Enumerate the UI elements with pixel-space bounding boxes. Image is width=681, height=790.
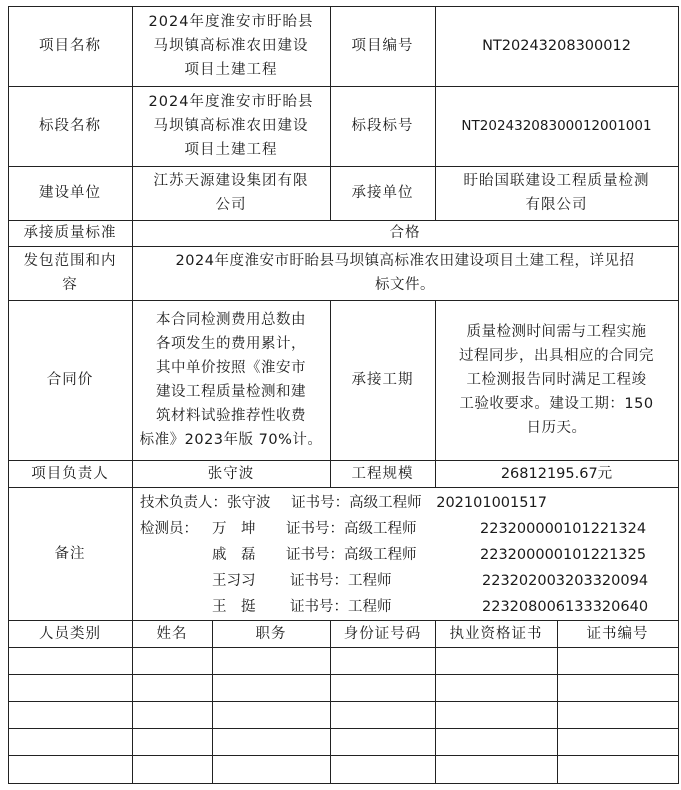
text-line: 有限公司 — [525, 197, 588, 213]
contractor-value — [435, 166, 678, 220]
text-line: 容 — [62, 277, 78, 293]
text-line: 公司 — [215, 197, 247, 213]
text-line: 标准》2023年版 70%计。 — [139, 432, 323, 448]
text-line: 2024年度淮安市盱眙县马坝镇高标准农田建设项目土建工程，详见招 — [175, 253, 635, 269]
remarks-line-inspector-cert — [286, 543, 417, 567]
text-line: 建设工程质量检测和建 — [156, 384, 306, 400]
contract-price-value — [132, 300, 330, 460]
rule — [8, 783, 679, 784]
personnel-header-id: 身份证号码 — [343, 625, 422, 642]
text-line: 质量检测时间需与工程实施 — [466, 324, 647, 340]
contract-period-value — [435, 300, 678, 460]
table-row — [8, 729, 679, 756]
text-line: 日历天。 — [526, 420, 587, 436]
role: 检测员： — [140, 521, 198, 537]
section-name-value — [132, 86, 330, 166]
personnel-header-category: 人员类别 — [39, 625, 101, 642]
cert-number: 223208006133320640 — [482, 599, 649, 615]
remarks-line-inspector-name: 万 坤 — [212, 521, 256, 537]
text-line: 项目土建工程 — [184, 142, 278, 158]
title: 高级工程师 — [344, 547, 417, 563]
cert-number: 223202003203320094 — [482, 573, 649, 589]
project-code-label: 项目编号 — [351, 38, 414, 54]
construction-unit-label: 建设单位 — [39, 185, 101, 201]
text-line: 工验收要求。建设工期：150 — [459, 396, 654, 412]
personnel-header-cert-number: 证书编号 — [586, 625, 649, 642]
contractor-label: 承接单位 — [351, 185, 414, 201]
role: 技术负责人： — [140, 495, 227, 511]
project-lead-value: 张守波 — [207, 465, 255, 482]
rule — [132, 487, 133, 620]
table-row — [8, 675, 679, 702]
section-name-label: 标段名称 — [39, 118, 101, 134]
text-line: 发包范围和内 — [23, 253, 117, 269]
title: 工程师 — [348, 573, 392, 589]
table-row — [8, 648, 679, 675]
table-row — [8, 702, 679, 729]
cert-number: 223200000101221324 — [480, 521, 647, 537]
text-line: 江苏天源建设集团有限 — [153, 173, 309, 189]
cert-label: 证书号： — [290, 599, 348, 615]
text-line: 其中单价按照《淮安市 — [156, 360, 306, 376]
title: 工程师 — [348, 599, 392, 615]
text-line: 过程同步，出具相应的合同完 — [459, 348, 654, 364]
table-row — [8, 756, 679, 783]
project-scale-value: 26812195.67元 — [500, 465, 613, 482]
remarks-line-tech-lead — [140, 491, 547, 515]
remarks-line-inspector-name: 王习习 — [212, 573, 256, 589]
text-line: 标文件。 — [375, 277, 435, 293]
text-line: 2024年度淮安市盱眙县 — [148, 94, 314, 110]
cert-label: 证书号： — [291, 495, 350, 511]
remarks-line-inspector-cert — [290, 569, 392, 593]
quality-standard-value: 合格 — [389, 225, 421, 241]
person-name: 张守波 — [227, 495, 271, 511]
text-line: 马坝镇高标准农田建设 — [153, 118, 309, 134]
cert-number: 202101001517 — [436, 495, 547, 511]
title: 高级工程师 — [344, 521, 417, 537]
cert-label: 证书号： — [286, 521, 344, 537]
construction-unit-value — [132, 166, 330, 220]
personnel-header-position: 职务 — [255, 625, 287, 642]
remarks-line-inspector-cert — [290, 595, 392, 619]
text-line: 盱眙国联建设工程质量检测 — [463, 173, 650, 189]
text-line: 各项发生的费用累计， — [156, 336, 306, 352]
scope-value — [132, 246, 678, 300]
section-code-value: NT20243208300012001001 — [461, 118, 652, 134]
text-line: 项目土建工程 — [184, 62, 278, 78]
remarks-line-inspector-name: 戚 磊 — [212, 547, 256, 563]
text-line: 筑材料试验推荐性收费 — [156, 408, 306, 424]
scope-label — [8, 246, 132, 300]
contract-price-label: 合同价 — [46, 372, 94, 388]
personnel-header-qualification: 执业资格证书 — [449, 625, 543, 642]
quality-standard-label: 承接质量标准 — [23, 225, 117, 241]
text-line: 工检测报告同时满足工程竣 — [466, 372, 647, 388]
project-lead-label: 项目负责人 — [31, 465, 109, 482]
project-name-label: 项目名称 — [39, 38, 101, 54]
cert-label: 证书号： — [286, 547, 344, 563]
personnel-header-name: 姓名 — [156, 625, 188, 642]
text-line: 2024年度淮安市盱眙县 — [148, 14, 314, 30]
text-line: 马坝镇高标准农田建设 — [153, 38, 309, 54]
project-code-value: NT20243208300012 — [482, 38, 631, 54]
remarks-label: 备注 — [54, 545, 86, 562]
remarks-line-inspector — [140, 517, 198, 541]
text-line: 本合同检测费用总数由 — [156, 312, 306, 328]
section-code-label: 标段标号 — [351, 118, 414, 134]
project-name-value — [132, 6, 330, 86]
cert-number: 223200000101221325 — [480, 547, 647, 563]
title: 高级工程师 — [349, 495, 422, 511]
contract-period-label: 承接工期 — [351, 372, 414, 388]
remarks-line-inspector-cert — [286, 517, 417, 541]
cert-label: 证书号： — [290, 573, 348, 589]
project-scale-label: 工程规模 — [351, 465, 414, 482]
remarks-line-inspector-name: 王 挺 — [212, 599, 256, 615]
